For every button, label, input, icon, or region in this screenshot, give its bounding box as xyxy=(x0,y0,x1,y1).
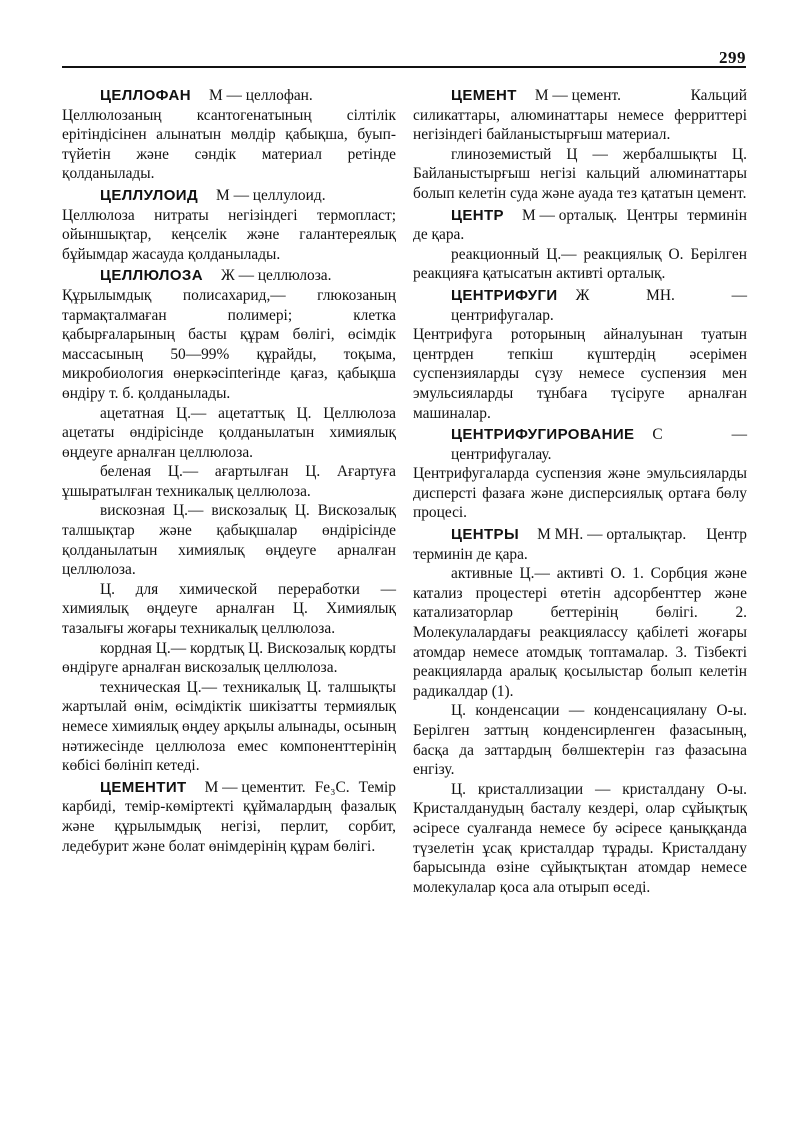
entry-definition: Целлюлоза нитраты негізіндегі термопласт; ойыншықтар, кеңселік және галантереялық бұйымдар жасауда қолданылады. xyxy=(62,206,396,263)
entry-headword: ЦЕНТРЫ xyxy=(451,526,520,544)
entry-definition: Целлюлозаның ксантогенатының сілтілік ерітіндісінен алынатын мөлдір қабықша, буып-түйетін және сәндік материал ретінде қолданылады. xyxy=(62,106,396,183)
subentry-alumina-cement: глиноземистый Ц — жербалшықты Ц. Байланыстырғыш негізі кальций алюминаттары болып келетін суда және ауада тез қататын цемент. xyxy=(413,145,747,202)
subentry-chemical-processing-cellulose: Ц. для химической переработки — химиялық өңдеуге арналған Ц. Химиялық тазалығы жоғары техникалық целлюлоза. xyxy=(62,580,396,638)
entry-cellulose xyxy=(62,266,396,403)
entry-definition: Fe₃C. Темір карбиді, темір-көміртекті құймалардың фазалық және құрылымдық негізі, перлит, сорбит, ледебурит және болат өнімдерінің құрам бөлігі. xyxy=(62,778,396,855)
entry-headword: ЦЕЛЛУЛОИД xyxy=(100,186,199,204)
subentry-crystallization-centers: Ц. кристаллизации — кристалдану О-ы. Кристалданудың басталу кездері, олар сұйықтық әсіресе суалғанда немесе бу әсіресе қаныққанда түзелетін ұсақ кристалдар тұрады. Кристалдану барысында өзіне сұйықтықтан атомдар немесе молекулалар қоса ала отырып өседі. xyxy=(413,780,747,896)
entry-headword: ЦЕМЕНТ xyxy=(451,87,517,104)
entry-definition: Құрылымдық полисахарид,— глюкозаның тармақталмаған полимері; клетка қабырғаларының басты құрам бөлігі, өсімдік массасының 50—99% құрайды, тоқыма, микробиология өнеркәсіпterінде қағаз, қабықша өндіру т. б. қолданылады. xyxy=(62,286,396,402)
entry-center xyxy=(413,206,747,245)
entry-centrifugation xyxy=(413,425,747,523)
entry-grammar: М МН. — орталықтар. xyxy=(537,526,687,544)
entry-headword: ЦЕНТР xyxy=(451,206,504,224)
entry-headword: ЦЕЛЛЮЛОЗА xyxy=(100,267,203,285)
entry-headword: ЦЕМЕНТИТ xyxy=(100,778,187,796)
entry-grammar: М — целлулоид. xyxy=(216,186,326,204)
entry-grammar: М — орталық. xyxy=(521,206,618,224)
entry-definition: Центрифугаларда суспензия және эмульсияларды дисперсті фазаға және дисперсиялық ортаға бөлу процесі. xyxy=(413,465,747,522)
subentry-viscose-cellulose: вискозная Ц.— вискозалық Ц. Вискозалық талшықтар және қабықшалар өндірісінде қолданылатын химиялық өңдеуге арналған целлюлоза. xyxy=(62,502,396,579)
entry-grammar: М — цементит. xyxy=(204,778,306,796)
entry-grammar: М — целлофан. xyxy=(208,87,313,104)
subentry-reaction-center: реакционный Ц.— реакциялық О. Берілген реакцияға қатысатын активті орталық. xyxy=(413,245,747,283)
header-rule xyxy=(62,66,746,68)
subentry-cord-cellulose: кордная Ц.— кордтық Ц. Вискозалық кордты өндіруге арналған вискозалық целлюлоза. xyxy=(62,639,396,677)
entry-headword: ЦЕНТРИФУГИРОВАНИЕ xyxy=(451,426,635,444)
entry-definition: Центры терминін де қара. xyxy=(413,206,747,244)
entry-definition: Кальций силикаттары, алюминаттары немесе ферриттері негізіндегі байланыстырғыш материал. xyxy=(413,87,747,144)
subentry-technical-cellulose: техническая Ц.— техникалық Ц. талшықты жартылай өнім, өсімдіктік шикізатты термиялық немесе химиялық өңдеу арқылы алынады, осының нәтижесінде целлюлоза емес компоненттерінің көбісі бөлініп кетеді. xyxy=(62,678,397,775)
entry-definition: Центр терминін де қара. xyxy=(413,526,747,563)
entry-headword: ЦЕЛЛОФАН xyxy=(100,87,191,104)
entry-cellofan xyxy=(62,86,396,184)
entry-cement xyxy=(413,86,747,145)
subentry-bleached-cellulose: беленая Ц.— ағартылған Ц. Ағартуға ұшыратылған техникалық целлюлоза. xyxy=(62,463,396,500)
left-column xyxy=(62,84,396,856)
subentry-acetate-cellulose: ацетатная Ц.— ацетаттық Ц. Целлюлоза ацетаты өндірісінде қолданылатын химиялық өңдеуге арналған целлюлоза. xyxy=(62,404,396,461)
subentry-active-centers: активные Ц.— активті О. 1. Сорбция және катализ процестері өтетін адсорбенттер және катализаторлар беттерінің бөлігі. 2. Молекулалардағы реакциялассу қабілеті жоғары атомдар немесе атомдық топтамалар. 3. Тізбекті реакцияларда аралық қосылыстар болып келетін радикалдар (1). xyxy=(413,565,747,700)
entry-celluloid xyxy=(62,186,396,264)
page-number: 299 xyxy=(719,48,746,67)
entry-grammar: С — центрифугалау. xyxy=(451,426,747,463)
entry-grammar: М — цемент. xyxy=(534,87,621,104)
entry-grammar: Ж МН. — центрифугалар. xyxy=(451,286,747,324)
entry-centrifuges xyxy=(413,286,747,423)
entry-centers xyxy=(413,525,747,564)
entry-grammar: Ж — целлюлоза. xyxy=(220,267,332,285)
entry-cementite xyxy=(62,778,396,856)
entry-headword: ЦЕНТРИФУГИ xyxy=(451,286,558,304)
right-column xyxy=(413,84,747,897)
subentry-condensation-centers: Ц. конденсации — конденсациялану О-ы. Берілген заттың конденсирленген фазасының, басқа да заттардың бөлшектерін газ фазасына енгізу. xyxy=(413,702,747,779)
entry-definition: Центрифуга роторының айналуынан туатын центрден тепкіш күштердің әсерімен суспензияларды сүзу немесе суспензия мен эмульсияларды тұнбаға түсіруге арналған машиналар. xyxy=(413,326,747,422)
